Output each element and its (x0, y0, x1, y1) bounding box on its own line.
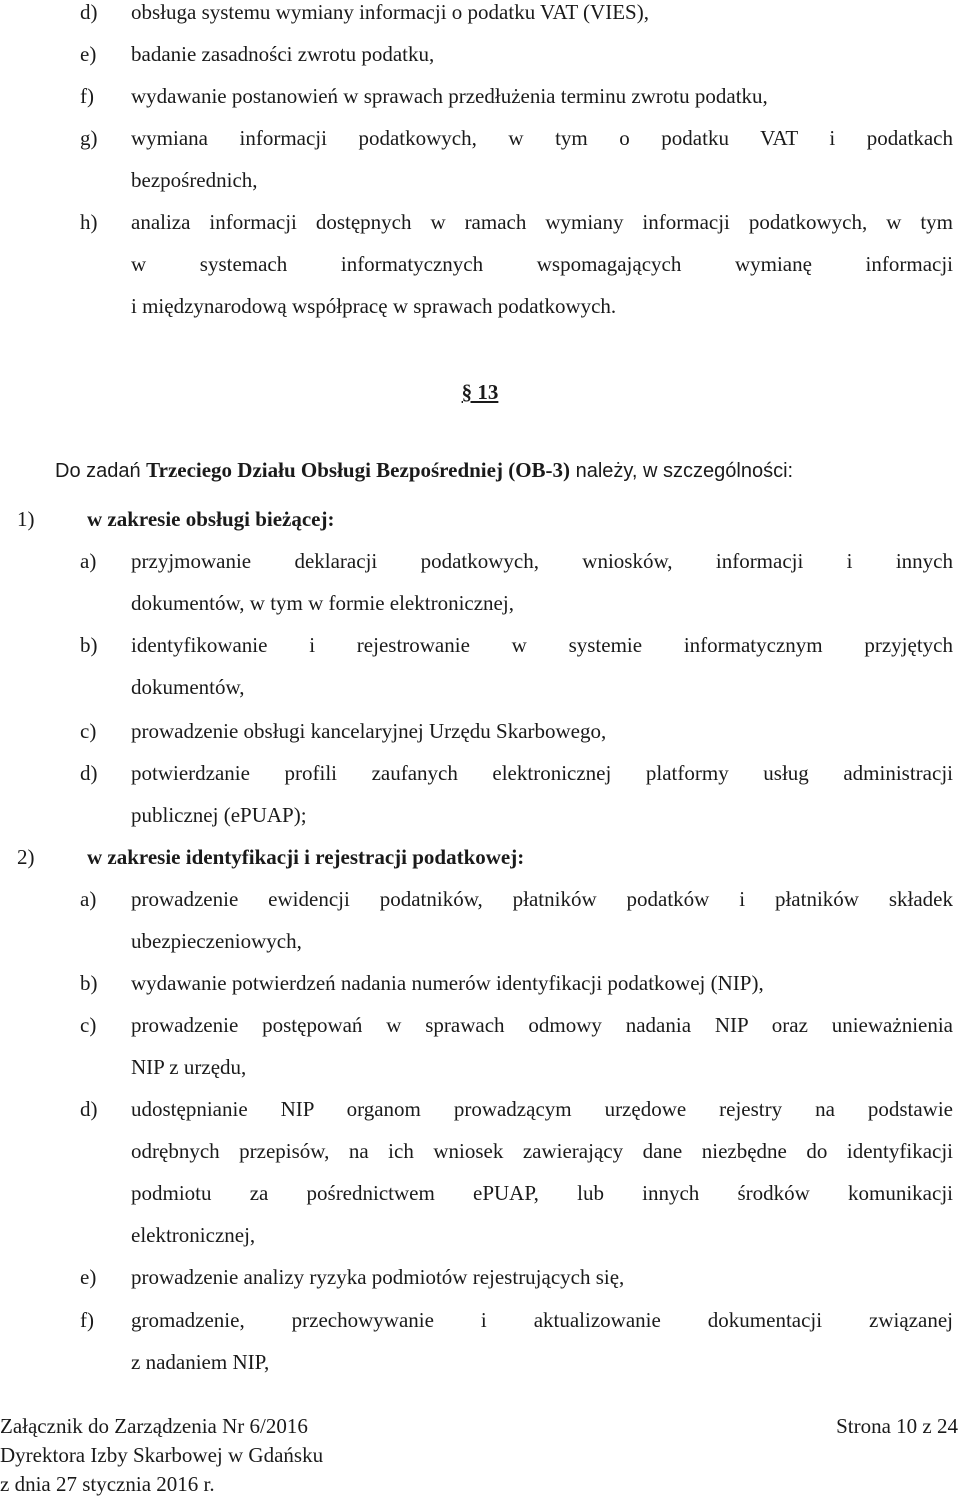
list-item-line: prowadzenie ewidencji podatników, płatników podatków i płatników składek (131, 887, 953, 911)
footer-director: Dyrektora Izby Skarbowej w Gdańsku (0, 1443, 324, 1467)
section-intro (55, 458, 793, 483)
list-item-line: z nadaniem NIP, (131, 1350, 270, 1374)
group1-title: w zakresie obsługi bieżącej: (87, 507, 335, 531)
section-heading (0, 380, 960, 405)
list-item-line: w systemach informatycznych wspomagających wymianę informacji (131, 252, 953, 276)
list-item-line: prowadzenie analizy ryzyka podmiotów rejestrujących się, (131, 1265, 625, 1289)
list-item-line: podmiotu za pośrednictwem ePUAP, lub innych środków komunikacji (131, 1181, 953, 1205)
list-item-line: wydawanie potwierdzeń nadania numerów identyfikacji podatkowej (NIP), (131, 971, 764, 995)
list-item-line: obsługa systemu wymiany informacji o podatku VAT (VIES), (131, 0, 649, 24)
list-item-label: d) (80, 0, 98, 24)
list-item-line: identyfikowanie i rejestrowanie w systemie informatycznym przyjętych (131, 633, 953, 657)
list-item-line: publicznej (ePUAP); (131, 803, 307, 827)
list-item-line: przyjmowanie deklaracji podatkowych, wniosków, informacji i innych (131, 549, 953, 573)
section-title: § 13 (461, 380, 499, 404)
list-item-label: c) (80, 719, 97, 743)
list-item-label: e) (80, 42, 97, 66)
group1-label: 1) (17, 507, 35, 531)
list-item-line: prowadzenie obsługi kancelaryjnej Urzędu Skarbowego, (131, 719, 607, 743)
list-item-line: badanie zasadności zwrotu podatku, (131, 42, 435, 66)
list-item-label: a) (80, 887, 97, 911)
list-item-label: a) (80, 549, 97, 573)
list-item-line: dokumentów, w tym w formie elektronicznej, (131, 591, 514, 615)
footer-attachment: Załącznik do Zarządzenia Nr 6/2016 (0, 1414, 308, 1438)
list-item-line: bezpośrednich, (131, 168, 258, 192)
list-item-label: b) (80, 971, 98, 995)
list-item-line: ubezpieczeniowych, (131, 929, 302, 953)
list-item-label: d) (80, 1097, 98, 1121)
list-item-line: analiza informacji dostępnych w ramach wymiany informacji podatkowych, w tym (131, 210, 953, 234)
list-item-label: h) (80, 210, 98, 234)
list-item-line: gromadzenie, przechowywanie i aktualizowanie dokumentacji związanej (131, 1308, 953, 1332)
list-item-line: dokumentów, (131, 675, 245, 699)
footer-page-number: Strona 10 z 24 (836, 1414, 958, 1438)
intro-bold: Trzeciego Działu Obsługi Bezpośredniej (OB-3) (146, 458, 571, 482)
group2-title: w zakresie identyfikacji i rejestracji podatkowej: (87, 845, 525, 869)
list-item-line: udostępnianie NIP organom prowadzącym urzędowe rejestry na podstawie (131, 1097, 953, 1121)
intro-post: należy, w szczególności: (570, 460, 794, 482)
list-item-line: i międzynarodową współpracę w sprawach podatkowych. (131, 294, 617, 318)
footer-date: z dnia 27 stycznia 2016 r. (0, 1472, 215, 1496)
list-item-line: potwierdzanie profili zaufanych elektronicznej platformy usług administracji (131, 761, 953, 785)
list-item-label: g) (80, 126, 98, 150)
list-item-line: prowadzenie postępowań w sprawach odmowy nadania NIP oraz unieważnienia (131, 1013, 953, 1037)
list-item-line: NIP z urzędu, (131, 1055, 247, 1079)
list-item-label: e) (80, 1265, 97, 1289)
list-item-line: odrębnych przepisów, na ich wniosek zawierający dane niezbędne do identyfikacji (131, 1139, 953, 1163)
intro-pre: Do zadań (55, 460, 147, 482)
list-item-label: f) (80, 84, 94, 108)
list-item-line: wymiana informacji podatkowych, w tym o podatku VAT i podatkach (131, 126, 953, 150)
list-item-label: d) (80, 761, 98, 785)
group2-label: 2) (17, 845, 35, 869)
list-item-label: f) (80, 1308, 94, 1332)
list-item-line: elektronicznej, (131, 1223, 256, 1247)
list-item-label: c) (80, 1013, 97, 1037)
list-item-label: b) (80, 633, 98, 657)
list-item-line: wydawanie postanowień w sprawach przedłużenia terminu zwrotu podatku, (131, 84, 768, 108)
